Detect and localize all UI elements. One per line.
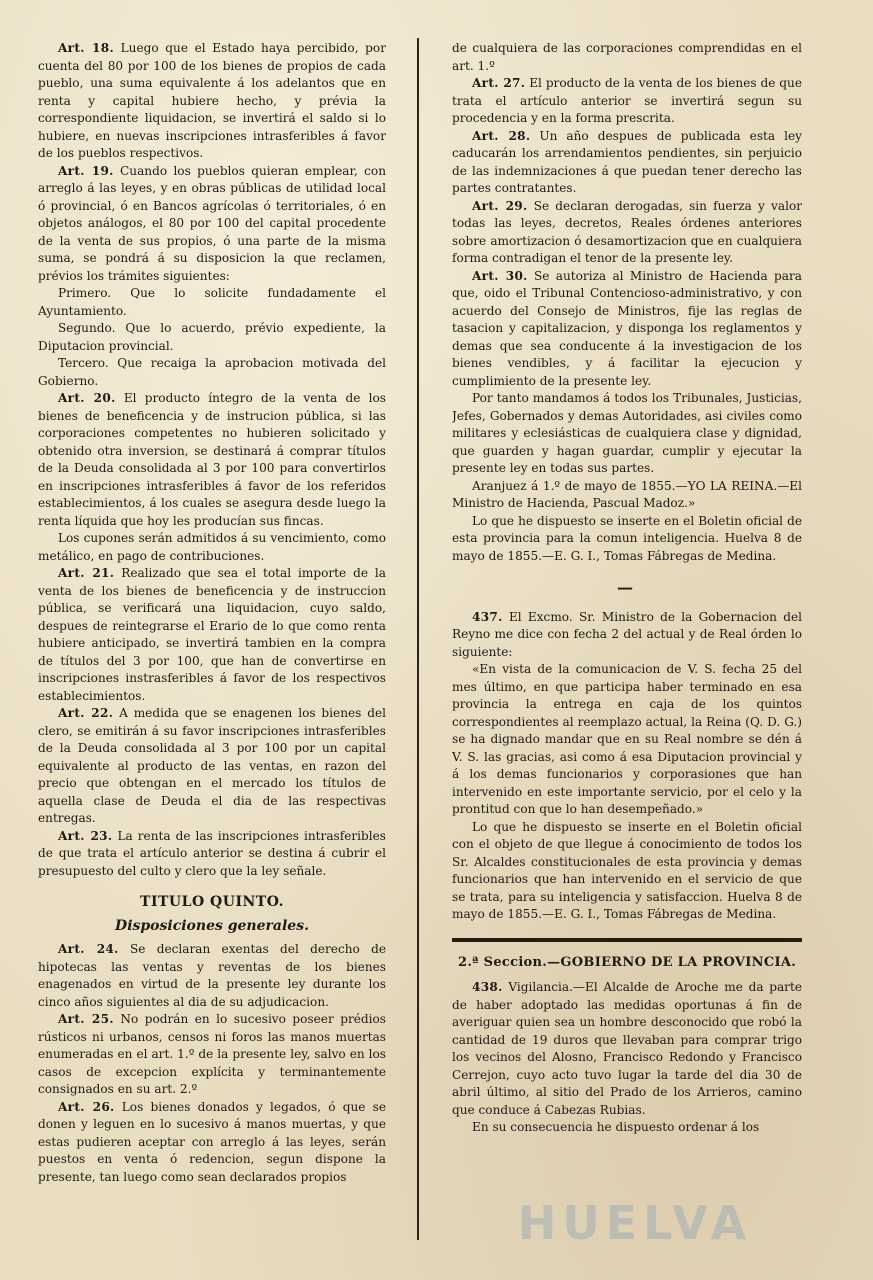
- section-subheading: Disposiciones generales.: [115, 917, 309, 934]
- article-18: Art. 18. Luego que el Estado haya percibido, por cuenta del 80 por 100 de los bienes de propios de cada pueblo, una suma equivalente á los adelantos que en renta y capital hubiere hecho, y prévia la correspondiente liquidacion, se invertirá el saldo si lo hubiere, en nuevas inscripciones intrasferibles á favor de los pueblos respectivos.: [38, 41, 386, 160]
- article-24: Art. 24. Se declaran exentas del derecho de hipotecas las ventas y reventas de los bienes enagenados en virtud de la presente ley durante los cinco años siguientes al dia de su adjudicacion.: [38, 942, 386, 1009]
- notice-437: 437. El Excmo. Sr. Ministro de la Gobernacion del Reyno me dice con fecha 2 del actual y de Real órden lo siguiente:: [452, 609, 802, 659]
- continuation-paragraph: de cualquiera de las corporaciones comprendidas en el art. 1.º: [452, 41, 802, 73]
- coupons-paragraph: Los cupones serán admitidos á su vencimiento, como metálico, en pago de contribuciones.: [38, 531, 386, 563]
- lo-que-paragraph: Lo que he dispuesto se inserte en el Boletin oficial de esta provincia para la comun inteligencia. Huelva 8 de mayo de 1855.—E. G. I., Tomas Fábregas de Medina.: [452, 513, 802, 563]
- royal-quote: «En vista de la comunicacion de V. S. fecha 25 del mes último, en que participa haber terminado en esa provincia la entrega en caja de los quintos correspondientes al reemplazo actual, la Reina (Q. D. G.) se ha dignado mandar que en su Real nombre se dén á V. S. las gracias, asi como á esa Diputacion provincial y á los demas funcionarios y corporasiones que han intervenido en este importante servicio, por el celo y la prontitud con que lo han desempeñado.»: [452, 662, 802, 816]
- requirement-tercero: Tercero. Que recaiga la aprobacion motivada del Gobierno.: [38, 356, 386, 388]
- article-26: Art. 26. Los bienes donados y legados, ó que se donen y leguen en lo sucesivo á manos muertas, y que estas pudieren aceptar con arreglo á las leyes, serán puestos en venta ó redencion, segun dispone la presente, tan luego como sean declarados propios: [38, 1099, 386, 1184]
- left-column: [38, 40, 386, 1270]
- article-23: Art. 23. La renta de las inscripciones intrasferibles de que trata el artículo anterior se destina á cubrir el presupuesto del culto y clero que la ley señale.: [38, 828, 386, 878]
- article-27: Art. 27. El producto de la venta de los bienes de que trata el artículo anterior se invertirá segun su procedencia y en la forma prescrita.: [452, 76, 802, 125]
- library-watermark: HUELVA: [517, 1196, 753, 1250]
- requirement-segundo: Segundo. Que lo acuerdo, prévio expediente, la Diputacion provincial.: [38, 321, 386, 353]
- notice-438: 438. Vigilancia.—El Alcalde de Aroche me da parte de haber adoptado las medidas oportunas á fin de averiguar quien sea un hombre desconocido que robó la cantidad de 19 duros que llevaban para comprar trigo los vecinos del Alosno, Francisco Redondo y Francisco Cerrejon, cuyo acto tuvo lugar la tarde del dia 30 de abril último, al sitio del Prado de los Arrieros, camino que conduce á Cabezas Rubias.: [452, 980, 802, 1117]
- section-heading: TITULO QUINTO.: [140, 894, 284, 910]
- article-29: Art. 29. Se declaran derogadas, sin fuerza y valor todas las leyes, decretos, Reales órdenes anteriores sobre amortizacion ó desamortizacion que en cualquiera forma contradigan el tenor de la presente ley.: [452, 198, 802, 265]
- signature-aranjuez: Aranjuez á 1.º de mayo de 1855.—YO LA REINA.—El Ministro de Hacienda, Pascual Madoz.»: [452, 478, 802, 510]
- article-20: Art. 20. El producto íntegro de la venta de los bienes de beneficencia y de instrucion pública, si las corporaciones competentes no hubieren solicitado y obtenido otra inversion, se destinará á comprar títulos de la Deuda consolidada al 3 por 100 para convertirlos en inscripciones intrasferibles á favor de los referidos establecimientos, á los cuales se asegura desde luego la renta líquida que hoy les producían sus fincas.: [38, 391, 386, 528]
- article-21: Art. 21. Realizado que sea el total importe de la venta de los bienes de beneficencia y de instruccion pública, se verificará una liquidacion, cuyo saldo, despues de reintegrarse el Erario de lo que como renta hubiere anticipado, se invertirá tambien en la compra de títulos del 3 por 100, que han de convertirse en inscripciones instrasferibles á favor de los respectivos establecimientos.: [38, 566, 386, 703]
- article-30: Art. 30. Se autoriza al Ministro de Hacienda para que, oido el Tribunal Contencioso-administrativo, y con acuerdo del Consejo de Ministros, fije las reglas de tasacion y capitalizacion, y disponga los reglamentos y demas que sea conducente á la investigacion de los bienes vendibles, y á facilitar la ejecucion y cumplimiento de la presente ley.: [452, 268, 802, 388]
- lo-que-paragraph-2: Lo que he dispuesto se inserte en el Boletin oficial con el objeto de que llegue á conocimiento de todos los Sr. Alcaldes constitucionales de esta provincia y demas funcionarios que han intervenido en el servicio de que se trata, para su inteligencia y satisfaccion. Huelva 8 de mayo de 1855.—E. G. I., Tomas Fábregas de Medina.: [452, 819, 802, 921]
- column-divider: [417, 38, 419, 1240]
- requirement-primero: Primero. Que lo solicite fundadamente el Ayuntamiento.: [38, 286, 386, 318]
- article-25: Art. 25. No podrán en lo sucesivo poseer prédios rústicos ni urbanos, censos ni foros las manos muertas enumeradas en el art. 1.º de la presente ley, salvo en los casos de excepcion explícita y terminantemente consignados en su art. 2.º: [38, 1012, 386, 1096]
- por-tanto-paragraph: Por tanto mandamos á todos los Tribunales, Justicias, Jefes, Gobernados y demas Autoridades, asi civiles como militares y eclesiásticas de cualquiera clase y dignidad, que guarden y hagan guardar, cumplir y ejecutar la presente ley en todas sus partes.: [452, 391, 802, 475]
- thick-rule: [452, 938, 802, 942]
- consecuencia-paragraph: En su consecuencia he dispuesto ordenar á los: [472, 1120, 760, 1134]
- section-title: 2.ª Seccion.—GOBIERNO DE LA PROVINCIA.: [458, 954, 797, 970]
- right-column: [452, 40, 802, 1270]
- article-28: Art. 28. Un año despues de publicada esta ley caducarán los arrendamientos pendientes, sin perjuicio de las indemnizaciones á que puedan tener derecho las partes contratantes.: [452, 128, 802, 195]
- article-19: Art. 19. Cuando los pueblos quieran emplear, con arreglo á las leyes, y en obras públicas de utilidad local ó provincial, ó en Bancos agrícolas ó territoriales, ó en objetos análogos, el 80 por 100 del capital procedente de la venta de sus propios, ó una parte de la misma suma, se pondrá á su disposicion la que reclamen, prévios los trámites siguientes:: [38, 163, 386, 283]
- ornament-divider: —: [617, 578, 637, 597]
- article-22: Art. 22. A medida que se enagenen los bienes del clero, se emitirán á su favor inscripciones intrasferibles de la Deuda consolidada al 3 por 100 por un capital equivalente al producto de las ventas, en razon del precio que obtengan en el mercado los títulos de aquella clase de Deuda el dia de las respectivas entregas.: [38, 706, 386, 825]
